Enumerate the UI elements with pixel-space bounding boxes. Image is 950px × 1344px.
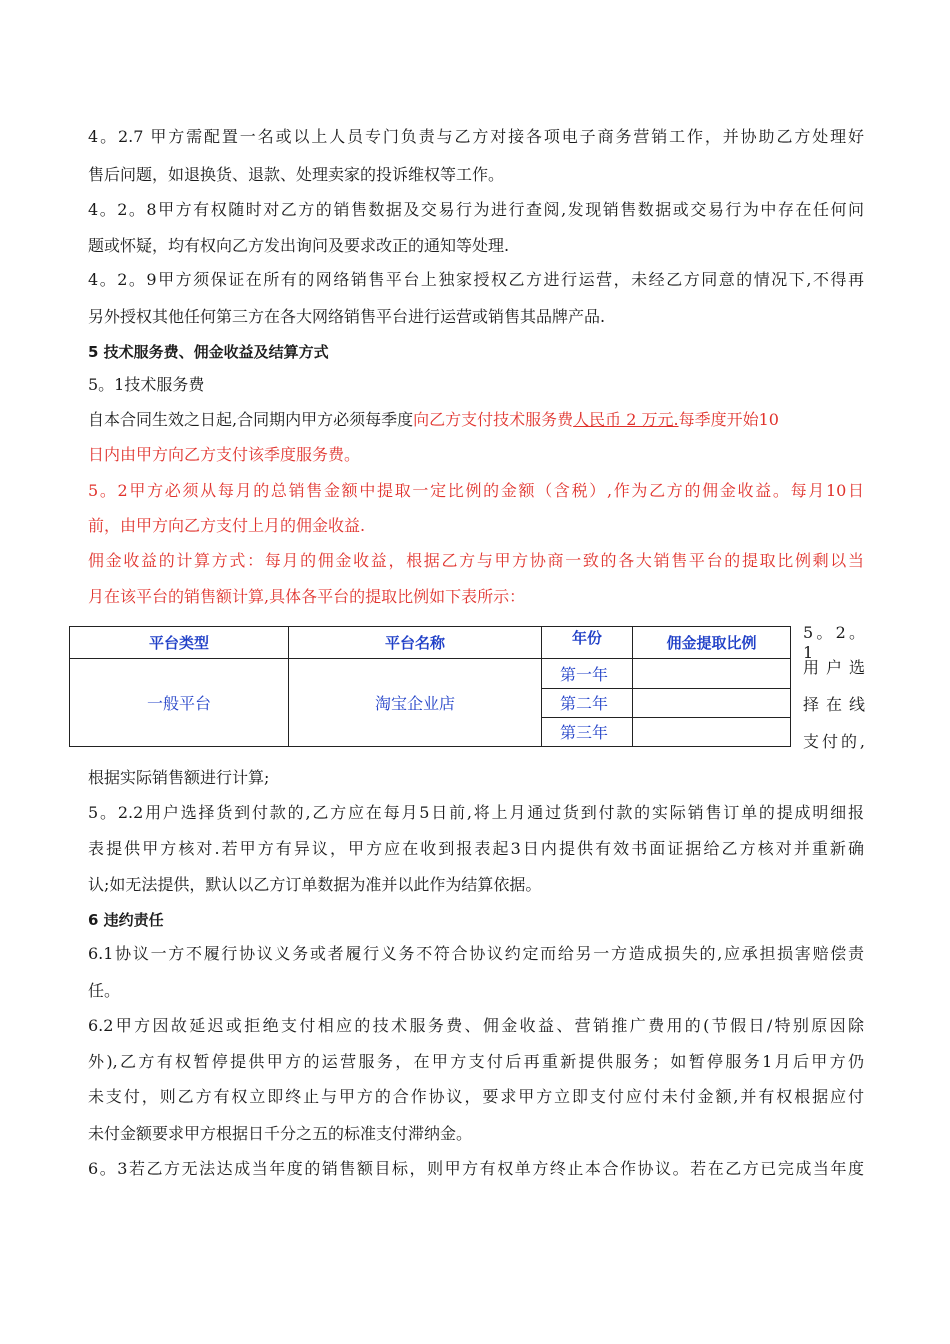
side-text-line: 5。2。1	[803, 623, 865, 662]
paragraph-line-fee	[88, 410, 864, 430]
rate-cell	[633, 717, 791, 746]
table-header-platform-type: 平台类型	[70, 627, 289, 659]
paragraph-line: 题或怀疑，均有权向乙方发出询问及要求改正的通知等处理.	[88, 236, 510, 255]
paragraph-line: 月在该平台的销售额计算,具体各平台的提取比例如下表所示：	[88, 587, 526, 606]
side-text-line: 择在线	[803, 695, 865, 714]
platform-name-cell: 淘宝企业店	[289, 659, 542, 747]
rate-cell	[633, 688, 791, 717]
paragraph-line: 另外授权其他任何第三方在各大网络销售平台进行运营或销售其品牌产品.	[88, 307, 606, 326]
year-cell: 第二年	[542, 688, 633, 717]
paragraph-line: 售后问题，如退换货、退款、处理卖家的投诉维权等工作。	[88, 165, 505, 184]
fee-timing-text: 每季度开始10	[678, 410, 779, 429]
paragraph-line: 佣金收益的计算方式：每月的佣金收益，根据乙方与甲方协商一致的各大销售平台的提取比例剩以当	[88, 551, 864, 570]
paragraph-line: 日内由甲方向乙方支付该季度服务费。	[88, 445, 361, 464]
table-header-commission-rate: 佣金提取比例	[633, 627, 791, 659]
section-heading-5: 5 技术服务费、佣金收益及结算方式	[88, 343, 329, 361]
paragraph-line: 4。2.7 甲方需配置一名或以上人员专门负责与乙方对接各项电子商务营销工作，并协助乙方处理好	[88, 127, 864, 146]
commission-rate-table	[69, 626, 791, 747]
paragraph-line: 5。2.2用户选择货到付款的,乙方应在每月5日前,将上月通过货到付款的实际销售订单的提成明细报	[88, 803, 864, 822]
fee-amount-text: 人民币 2 万元.	[573, 410, 679, 429]
fee-highlight-text: 向乙方支付技术服务费	[413, 410, 574, 429]
side-text-line: 支付的,	[803, 732, 865, 751]
paragraph-line: 未支付，则乙方有权立即终止与甲方的合作协议，要求甲方立即支付应付未付金额,并有权根据应付	[88, 1087, 864, 1106]
paragraph-line: 4。2。9甲方须保证在所有的网络销售平台上独家授权乙方进行运营，未经乙方同意的情况下,不得再	[88, 270, 864, 289]
fee-intro-text: 自本合同生效之日起,合同期内甲方必须每季度	[88, 410, 414, 429]
table-header-platform-name: 平台名称	[289, 627, 542, 659]
paragraph-line: 6。3若乙方无法达成当年度的销售额目标，则甲方有权单方终止本合作协议。若在乙方已完成当年度	[88, 1159, 864, 1178]
paragraph-line: 6.2甲方因故延迟或拒绝支付相应的技术服务费、佣金收益、营销推广费用的(节假日/特别原因除	[88, 1016, 864, 1035]
paragraph-line: 6.1协议一方不履行协议义务或者履行义务不符合协议约定而给另一方造成损失的,应承担损害赔偿责	[88, 944, 864, 963]
rate-cell	[633, 659, 791, 688]
year-cell: 第一年	[542, 659, 633, 688]
paragraph-line: 认;如无法提供，默认以乙方订单数据为准并以此作为结算依据。	[88, 875, 542, 894]
paragraph-line: 表提供甲方核对.若甲方有异议，甲方应在收到报表起3日内提供有效书面证据给乙方核对并重新确	[88, 839, 864, 858]
paragraph-line: 任。	[88, 981, 121, 1000]
paragraph-line: 5。2甲方必须从每月的总销售金额中提取一定比例的金额（含税）,作为乙方的佣金收益。每月10日	[88, 481, 864, 500]
paragraph-line: 未付金额要求甲方根据日千分之五的标准支付滞纳金。	[88, 1124, 473, 1143]
side-text-line: 用户选	[803, 658, 865, 677]
paragraph-line: 外),乙方有权暂停提供甲方的运营服务，在甲方支付后再重新提供服务；如暂停服务1月后甲方仍	[88, 1052, 864, 1071]
paragraph-line: 前，由甲方向乙方支付上月的佣金收益.	[88, 516, 366, 535]
paragraph-line: 4。2。8甲方有权随时对乙方的销售数据及交易行为进行查阅,发现销售数据或交易行为中存在任何问	[88, 200, 864, 219]
subsection-heading-5-1: 5。1技术服务费	[88, 375, 205, 394]
year-cell: 第三年	[542, 717, 633, 746]
table-header-year: 年份	[542, 627, 633, 659]
section-heading-6: 6 违约责任	[88, 911, 164, 929]
platform-type-cell: 一般平台	[70, 659, 289, 747]
paragraph-line: 根据实际销售额进行计算;	[88, 768, 270, 787]
